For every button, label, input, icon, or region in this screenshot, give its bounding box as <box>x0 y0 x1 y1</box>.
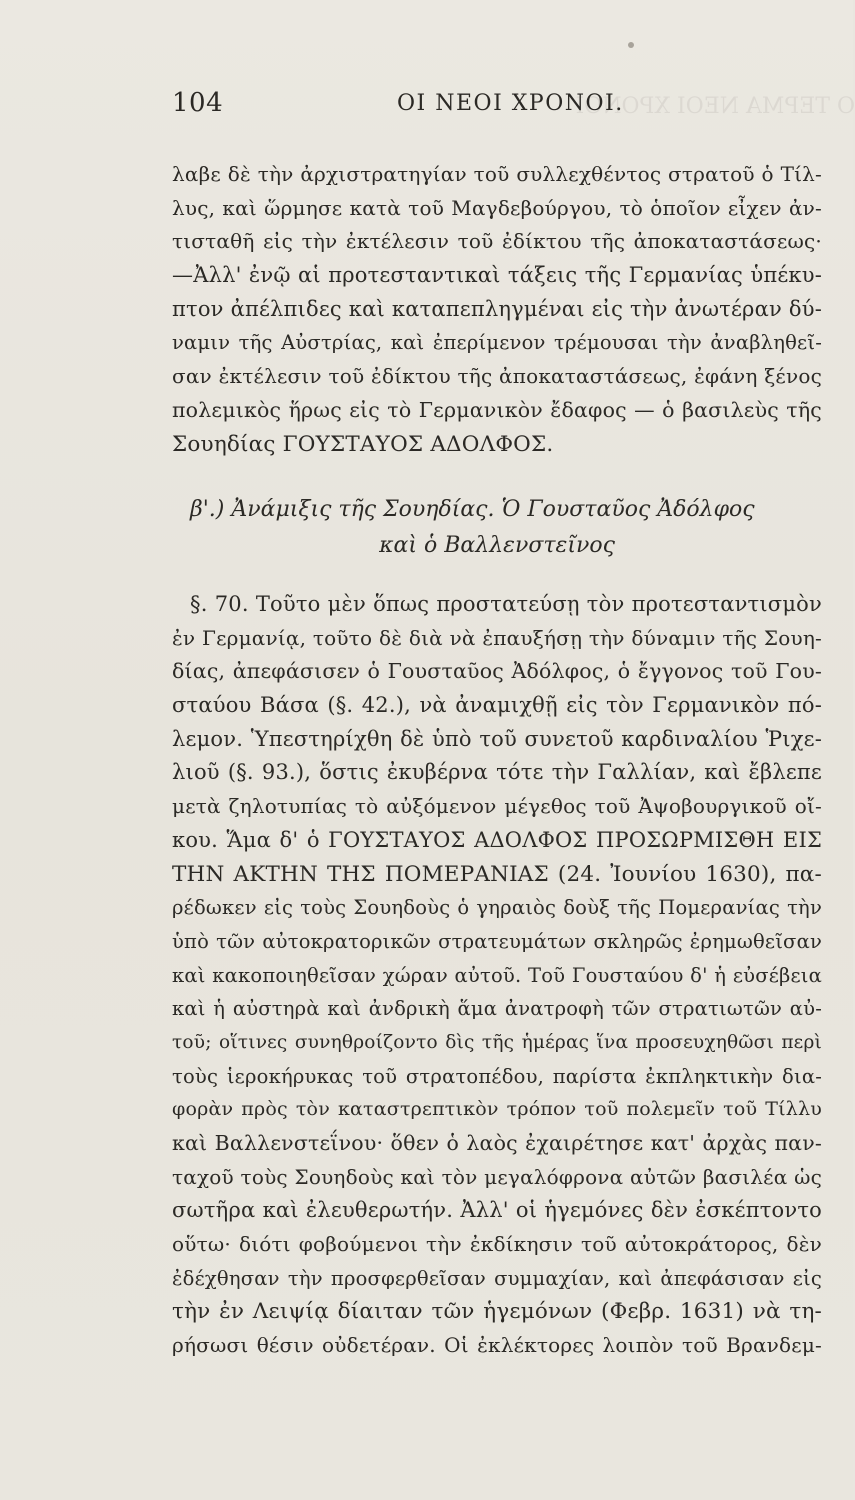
text-line: ναμιν τῆς Αὐστρίας, καὶ ἐπερίμενον τρέμουσαι τὴν ἀναβληθεῖ- <box>172 331 822 355</box>
text-line: φορὰν πρὸς τὸν καταστρεπτικὸν τρόπον τοῦ πολεμεῖν τοῦ Τίλλυ <box>172 1098 822 1121</box>
text-line: λεμον. Ὑπεστηρίχθη δὲ ὑπὸ τοῦ συνετοῦ καρδιναλίου Ῥιχε- <box>172 726 822 751</box>
ink-spot <box>628 42 634 48</box>
text-line: τισταθῆ εἰς τὴν ἐκτέλεσιν τοῦ ἐδίκτου τῆς ἀποκαταστάσεως· <box>172 229 822 254</box>
page-header <box>172 88 822 128</box>
text-line: —Ἀλλ' ἐνῷ αἱ προτεσταντικαὶ τάξεις τῆς Γερμανίας ὑπέκυ- <box>172 263 822 288</box>
text-line: τὴν ἐν Λειψίᾳ δίαιταν τῶν ἡγεμόνων (Φεβρ. 1631) νὰ τη- <box>172 1299 822 1325</box>
text-line: ἐδέχθησαν τὴν προσφερθεῖσαν συμμαχίαν, καὶ ἀπεφάσισαν εἰς <box>172 1266 822 1290</box>
text-line: καὶ κακοποιηθεῖσαν χώραν αὐτοῦ. Τοῦ Γουσταύου δ' ἡ εὐσέβεια <box>172 963 822 987</box>
text-line: καὶ ἡ αὐστηρὰ καὶ ἀνδρικὴ ἅμα ἀνατροφὴ τῶν στρατιωτῶν αὐ- <box>172 997 822 1021</box>
text-line: ρέδωκεν εἰς τοὺς Σουηδοὺς ὁ γηραιὸς δοὺξ τῆς Πομερανίας τὴν <box>172 896 822 920</box>
text-line: τοῦ; οἵτινες συνηθροίζοντο δὶς τῆς ἡμέρας ἵνα προσευχηθῶσι περὶ <box>172 1031 822 1053</box>
text-line: οὕτω· διότι φοβούμενοι τὴν ἐκδίκησιν τοῦ αὐτοκράτορος, δὲν <box>172 1232 822 1257</box>
text-line: καὶ Βαλλενστεΐνου· ὅθεν ὁ λαὸς ἐχαιρέτησε κατ' ἀρχὰς παν- <box>172 1131 822 1155</box>
text-line: μετὰ ζηλοτυπίας τὸ αὐξόμενον μέγεθος τοῦ Ἀψοβουργικοῦ οἴ- <box>172 794 822 819</box>
text-line: σταύου Βάσα (§. 42.), νὰ ἀναμιχθῇ εἰς τὸν Γερμανικὸν πό- <box>172 693 822 718</box>
text-line: κου. Ἅμα δ' ὁ ΓΟΥΣΤΑΥΟΣ ΑΔΟΛΦΟΣ ΠΡΟΣΩΡΜΙΣΘΗ ΕΙΣ <box>172 827 822 852</box>
text-line: ρήσωσι θέσιν οὐδετέραν. Οἱ ἐκλέκτορες λοιπὸν τοῦ Βρανδεμ- <box>172 1333 822 1358</box>
text-line: λιοῦ (§. 93.), ὅστις ἐκυβέρνα τότε τὴν Γαλλίαν, καὶ ἔβλεπε <box>172 760 822 785</box>
running-title: ΟΙ ΝΕΟΙ ΧΡΟΝΟΙ. <box>397 91 624 116</box>
text-line: ὑπὸ τῶν αὐτοκρατορικῶν στρατευμάτων σκληρῶς ἐρημωθεῖσαν <box>172 929 822 953</box>
text-line: τοὺς ἱεροκήρυκας τοῦ στρατοπέδου, παρίστα ἐκπληκτικὴν δια- <box>172 1064 822 1088</box>
text-line: λυς, καὶ ὥρμησε κατὰ τοῦ Μαγδεβούργου, τὸ ὁποῖον εἶχεν ἀν- <box>172 195 822 220</box>
paragraph-1 <box>172 158 822 461</box>
text-line: §. 70. Τοῦτο μὲν ὅπως προστατεύσῃ τὸν προτεσταντισμὸν <box>190 592 822 616</box>
text-line: σωτῆρα καὶ ἐλευθερωτήν. Ἀλλ' οἱ ἡγεμόνες δὲν ἐσκέπτοντο <box>172 1198 822 1223</box>
text-line: ΤΗΝ ΑΚΤΗΝ ΤΗΣ ΠΟΜΕΡΑΝΙΑΣ (24. Ἰουνίου 1630), πα- <box>172 861 822 887</box>
text-line: Σουηδίας ΓΟΥΣΤΑΥΟΣ ΑΔΟΛΦΟΣ. <box>172 431 554 457</box>
text-line: πτον ἀπέλπιδες καὶ καταπεπληγμέναι εἰς τὴν ἀνωτέραν δύ- <box>172 296 822 321</box>
show-through-text: Ο ΤΕΡΜΑ ΝΕΟΙ ΧΡΟΝΟΙ <box>575 94 855 119</box>
text-line: ἐν Γερμανίᾳ, τοῦτο δὲ διὰ νὰ ἐπαυξήσῃ τὴν δύναμιν τῆς Σουη- <box>172 625 822 650</box>
paragraph-2 <box>172 588 822 1363</box>
section-heading-line-2: καὶ ὁ Βαλλενστεῖνος <box>379 533 615 558</box>
section-heading-line-1: β'.) Ἀνάμιξις τῆς Σουηδίας. Ὁ Γουσταῦος Ἀδόλφος <box>190 497 755 522</box>
text-line: ταχοῦ τοὺς Σουηδοὺς καὶ τὸν μεγαλόφρονα αὐτῶν βασιλέα ὡς <box>172 1164 822 1189</box>
text-line: πολεμικὸς ἥρως εἰς τὸ Γερμανικὸν ἔδαφος — ὁ βασιλεὺς τῆς <box>172 397 822 422</box>
text-line: λαβε δὲ τὴν ἀρχιστρατηγίαν τοῦ συλλεχθέντος στρατοῦ ὁ Τίλ- <box>172 162 822 186</box>
text-line: σαν ἐκτέλεσιν τοῦ ἐδίκτου τῆς ἀποκαταστάσεως, ἐφάνη ξένος <box>172 364 822 389</box>
page-number: 104 <box>172 88 224 118</box>
section-heading <box>172 492 822 564</box>
text-line: δίας, ἀπεφάσισεν ὁ Γουσταῦος Ἀδόλφος, ὁ ἔγγονος τοῦ Γου- <box>172 659 822 684</box>
